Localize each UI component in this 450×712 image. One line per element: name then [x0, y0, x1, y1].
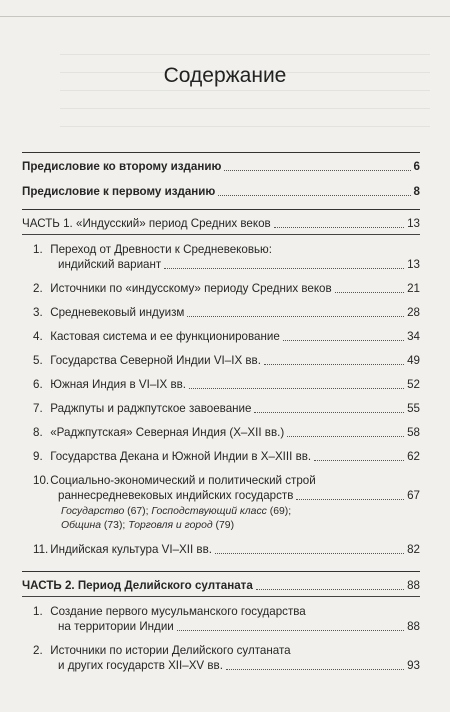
page-number: 55	[407, 402, 420, 415]
page-number: 58	[407, 426, 420, 439]
dot-leader	[296, 499, 404, 500]
dot-leader	[314, 460, 404, 461]
toc-chapter-1-9[interactable]: 9. Государства Декана и Южной Индии в X–XIII вв. 62	[33, 450, 420, 463]
toc-chapter-1-10[interactable]: 10. Социально-экономический и политический строй раннесредневековых индийских государств 67	[33, 474, 420, 502]
page-number: 62	[407, 450, 420, 463]
page-number: 21	[407, 282, 420, 295]
dot-leader	[226, 669, 404, 670]
dot-leader	[335, 292, 404, 293]
toc-entry-preface-2[interactable]: Предисловие ко второму изданию 6	[22, 160, 420, 173]
dot-leader	[274, 227, 404, 228]
page-number: 82	[407, 543, 420, 556]
page-number: 52	[407, 378, 420, 391]
dot-leader	[187, 316, 404, 317]
toc-chapter-1-8[interactable]: 8. «Раджпутская» Северная Индия (X–XII вв.) 58	[33, 426, 420, 439]
toc-chapter-1-5[interactable]: 5. Государства Северной Индии VI–IX вв. 49	[33, 354, 420, 367]
toc-chapter-1-2[interactable]: 2. Источники по «индусскому» периоду Средних веков 21	[33, 282, 420, 295]
subsection-label[interactable]: Община	[61, 520, 102, 531]
dot-leader	[218, 195, 410, 196]
dot-leader	[256, 589, 404, 590]
dot-leader	[254, 412, 404, 413]
toc-chapter-1-11[interactable]: 11. Индийская культура VI–XII вв. 82	[33, 543, 420, 556]
page-number: 8	[413, 185, 420, 198]
toc-chapter-1-4[interactable]: 4. Кастовая система и ее функционирование 34	[33, 330, 420, 343]
subsection-label[interactable]: Государство	[61, 506, 125, 517]
page-number: 6	[413, 160, 420, 173]
chapter-10-subsections: Государство (67); Господствующий класс (69); Община (73); Торговля и город (79)	[61, 506, 292, 531]
page-number: 34	[407, 330, 420, 343]
page-number: 67	[407, 489, 420, 502]
page-number: 13	[407, 217, 420, 230]
dot-leader	[189, 388, 404, 389]
dot-leader	[283, 340, 404, 341]
toc-chapter-2-2[interactable]: 2. Источники по истории Делийского султаната и других государств XII–XV вв. 93	[33, 644, 420, 672]
toc-chapter-1-7[interactable]: 7. Раджпуты и раджпутское завоевание 55	[33, 402, 420, 415]
subsection-label[interactable]: Торговля и город	[128, 520, 213, 531]
toc-chapter-2-1[interactable]: 1. Создание первого мусульманского государства на территории Индии 88	[33, 605, 420, 633]
divider	[22, 234, 420, 235]
page-number: 13	[407, 258, 420, 271]
divider	[22, 571, 420, 572]
divider	[22, 596, 420, 597]
page-number: 93	[407, 659, 420, 672]
subsection-label[interactable]: Господствующий класс	[151, 506, 267, 517]
toc-chapter-1-6[interactable]: 6. Южная Индия в VI–IX вв. 52	[33, 378, 420, 391]
toc-chapter-1-3[interactable]: 3. Средневековый индуизм 28	[33, 306, 420, 319]
page-number: 88	[407, 620, 420, 633]
divider	[22, 152, 420, 153]
bleed-through-text	[60, 44, 430, 134]
running-head	[0, 6, 450, 17]
toc-part-2[interactable]: ЧАСТЬ 2. Период Делийского султаната 88	[22, 579, 420, 592]
table-of-contents	[22, 152, 420, 673]
toc-part-1[interactable]: ЧАСТЬ 1. «Индусский» период Средних веков 13	[22, 217, 420, 230]
dot-leader	[164, 268, 404, 269]
page-title: Содержание	[163, 64, 287, 87]
divider	[22, 209, 420, 210]
dot-leader	[224, 170, 410, 171]
dot-leader	[287, 436, 404, 437]
page-number: 28	[407, 306, 420, 319]
dot-leader	[215, 553, 404, 554]
dot-leader	[264, 364, 404, 365]
dot-leader	[177, 630, 404, 631]
toc-entry-preface-1[interactable]: Предисловие к первому изданию 8	[22, 185, 420, 198]
page-number: 49	[407, 354, 420, 367]
page-number: 88	[407, 579, 420, 592]
toc-chapter-1-1[interactable]: 1. Переход от Древности к Средневековью: индийский вариант 13	[33, 243, 420, 271]
